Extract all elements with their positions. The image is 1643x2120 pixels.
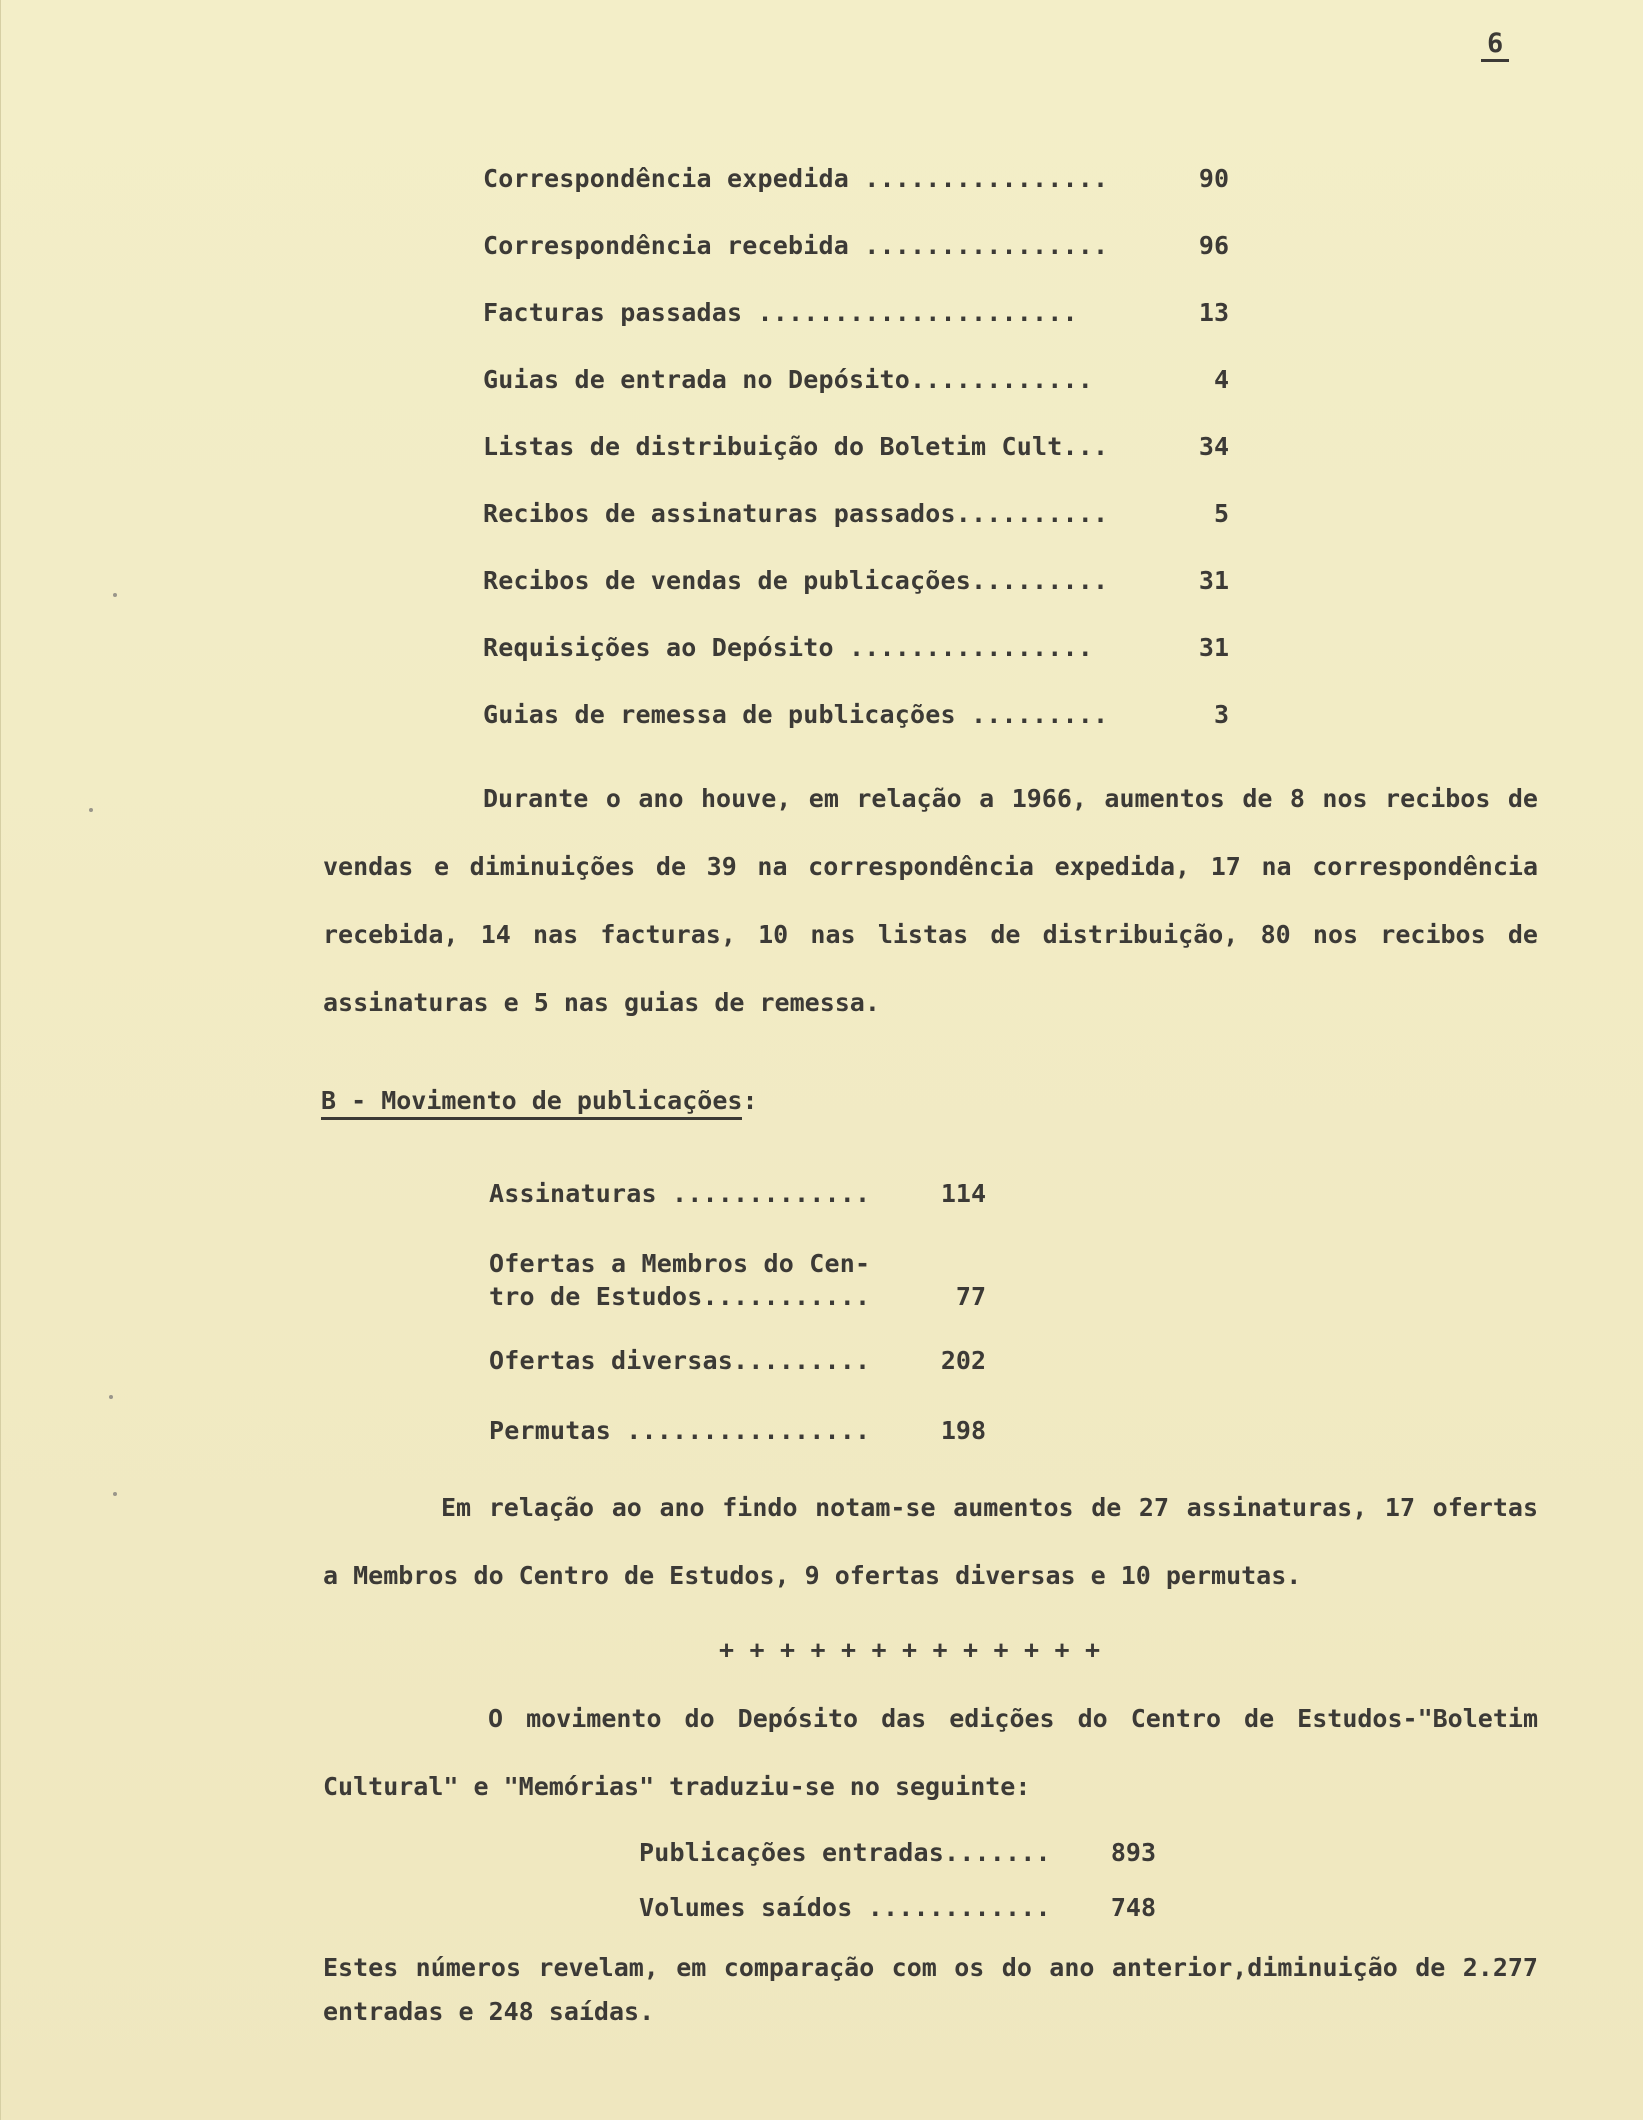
list-item-label: Publicações entradas....... (639, 1838, 1051, 1867)
list-item-value: 202 (940, 1346, 986, 1375)
list-item-value: 5 (1213, 499, 1229, 528)
list-item-label: Correspondência expedida ................ (483, 164, 1109, 193)
list-item-value: 31 (1198, 633, 1229, 662)
list-item-label: Guias de remessa de publicações ......... (483, 700, 1109, 729)
paragraph-deposit-movement (323, 1685, 1538, 1821)
paragraph-text: Em relação ao ano findo notam-se aumentos de 27 assinaturas, 17 ofertas a Membros do Centro de Estudos, 9 ofertas diversas e 10 permutas. (323, 1493, 1538, 1590)
paragraph-comparison-1966 (323, 765, 1538, 1037)
paragraph-text: O movimento do Depósito das edições do Centro de Estudos-"Boletim Cultural" e "Memórias" traduziu-se no seguinte: (323, 1704, 1538, 1801)
list-item-value: 34 (1198, 432, 1229, 461)
list-item-value: 90 (1198, 164, 1229, 193)
list-item-label: Ofertas diversas......... (489, 1346, 871, 1375)
list-item-label: Recibos de assinaturas passados.......... (483, 499, 1109, 528)
separator-plus-line: + + + + + + + + + + + + + (719, 1635, 1101, 1664)
list-item-value: 77 (955, 1282, 986, 1311)
paragraph-deposit-comparison: Estes números revelam, em comparação com os do ano anterior,diminuição de 2.277 entradas e 248 saídas. (323, 1953, 1538, 2026)
scan-speck (109, 1395, 113, 1399)
list-item-value: 31 (1198, 566, 1229, 595)
list-item-label: Requisições ao Depósito ................ (483, 633, 1094, 662)
list-item-label: Facturas passadas ..................... (483, 298, 1078, 327)
scan-speck (113, 593, 117, 597)
paragraph-text: Durante o ano houve, em relação a 1966, aumentos de 8 nos recibos de vendas e diminuições de 39 na correspondência expedida, 17 na correspondência recebida, 14 nas facturas, 10 nas listas de distribuição, 80 nos recibos de assinaturas e 5 nas guias de remessa. (323, 784, 1538, 1017)
list-item-label: Listas de distribuição do Boletim Cult... (483, 432, 1109, 461)
list-item-label: Recibos de vendas de publicações......... (483, 566, 1109, 595)
section-b-title: B - Movimento de publicações (321, 1086, 742, 1120)
list-item-label: Correspondência recebida ................ (483, 231, 1109, 260)
list-item-value: 893 (1110, 1838, 1156, 1867)
scan-speck (89, 808, 93, 812)
list-item-value: 748 (1110, 1893, 1156, 1922)
list-item-label: Permutas ................ (489, 1416, 871, 1445)
list-item-value: 198 (940, 1416, 986, 1445)
list-item-value: 13 (1198, 298, 1229, 327)
list-item-label: Volumes saídos ............ (639, 1893, 1051, 1922)
list-item-label: Assinaturas ............. (489, 1179, 871, 1208)
list-item-value: 4 (1213, 365, 1229, 394)
list-item-value: 114 (940, 1179, 986, 1208)
list-item-value: 3 (1213, 700, 1229, 729)
list-item-value: 96 (1198, 231, 1229, 260)
section-b-heading (321, 1088, 758, 1113)
section-b-colon: : (742, 1086, 758, 1115)
paragraph-publications-comparison (323, 1474, 1538, 1610)
page-number: 6 (1481, 30, 1509, 62)
scan-speck (113, 1492, 117, 1496)
list-item-label: Guias de entrada no Depósito............ (483, 365, 1094, 394)
list-item-label-line1: Ofertas a Membros do Cen- (489, 1249, 871, 1278)
list-item-label-line2: tro de Estudos........... (489, 1282, 871, 1311)
